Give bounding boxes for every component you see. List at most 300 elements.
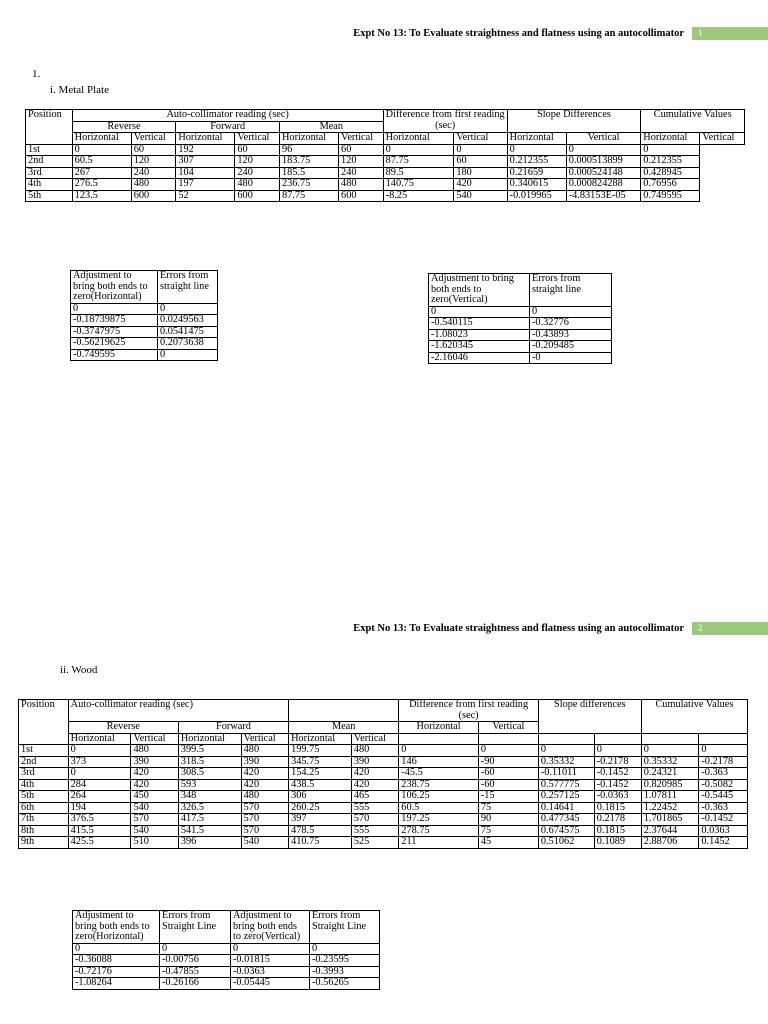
table-row xyxy=(26,190,745,202)
table-cell: 480 xyxy=(339,179,384,191)
blank-cell xyxy=(399,733,479,745)
table-row xyxy=(429,329,612,341)
page-number: 2 xyxy=(692,622,768,635)
table-cell: 0.14641 xyxy=(538,802,594,814)
table-cell: -0.5445 xyxy=(699,791,748,803)
table-cell: 0 xyxy=(72,144,131,156)
table-cell: 0.000524148 xyxy=(566,167,641,179)
table-cell: 0 xyxy=(566,144,641,156)
table-cell: 0.51062 xyxy=(538,837,594,849)
table-row xyxy=(429,352,612,364)
table-cell: 60.5 xyxy=(399,802,479,814)
table-cell: 123.5 xyxy=(72,190,131,202)
table-cell: 0 xyxy=(507,144,566,156)
table-cell: -0.32776 xyxy=(530,318,612,330)
table-cell: 192 xyxy=(176,144,235,156)
table-cell: -0.0363 xyxy=(594,791,641,803)
table-cell: 555 xyxy=(351,825,398,837)
table-cell: 0.749595 xyxy=(641,190,700,202)
table-cell: 264 xyxy=(68,791,131,803)
table-cell: 3rd xyxy=(19,768,69,780)
table-cell: 240 xyxy=(339,167,384,179)
header-position: Position xyxy=(26,110,73,145)
table-cell: -0.36088 xyxy=(73,955,160,967)
header-reverse: Reverse xyxy=(72,121,176,133)
table-cell: -0.72176 xyxy=(73,966,160,978)
adjustment-horizontal-table xyxy=(70,270,218,361)
table-cell: 420 xyxy=(131,779,178,791)
header-vertical: Vertical xyxy=(131,133,176,145)
table-cell: 540 xyxy=(454,190,507,202)
table-cell: 4th xyxy=(26,179,73,191)
table-cell: 0 xyxy=(454,144,507,156)
page-header xyxy=(353,27,768,40)
header-horizontal: Horizontal xyxy=(279,133,338,145)
table-cell: 0 xyxy=(530,306,612,318)
table-cell: 60.5 xyxy=(72,156,131,168)
table-cell: 197 xyxy=(176,179,235,191)
blank-cell xyxy=(699,733,748,745)
header-vertical: Vertical xyxy=(131,733,178,745)
table-cell: 1.07811 xyxy=(641,791,699,803)
header-slope: Slope differences xyxy=(538,700,641,734)
table-cell: -90 xyxy=(478,756,538,768)
table-cell: -0.01815 xyxy=(231,955,310,967)
table-cell: 480 xyxy=(241,791,288,803)
header-cumulative: Cumulative Values xyxy=(641,110,745,133)
table-cell: 540 xyxy=(241,837,288,849)
table-cell: 2nd xyxy=(26,156,73,168)
table-cell: 308.5 xyxy=(178,768,241,780)
table-cell: 541.5 xyxy=(178,825,241,837)
page-number: 1 xyxy=(692,27,768,40)
table-cell: 260.25 xyxy=(289,802,352,814)
header-horizontal: Horizontal xyxy=(178,733,241,745)
table-cell: 0.674575 xyxy=(538,825,594,837)
blank-cell xyxy=(478,733,538,745)
table-cell: 410.75 xyxy=(289,837,352,849)
table-cell: 0.000513899 xyxy=(566,156,641,168)
table-cell: 194 xyxy=(68,802,131,814)
table-cell: 4th xyxy=(19,779,69,791)
readings-table xyxy=(25,109,745,202)
header-position: Position xyxy=(19,700,69,745)
header-errors: Errors from straight line xyxy=(530,274,612,307)
table-cell: -0.540115 xyxy=(429,318,530,330)
header-horizontal: Horizontal xyxy=(72,133,131,145)
adjustment-table xyxy=(72,910,380,990)
table-cell: 2nd xyxy=(19,756,69,768)
table-cell: -60 xyxy=(478,779,538,791)
table-cell: 0 xyxy=(594,745,641,757)
table-row xyxy=(71,349,218,361)
table-cell: 45 xyxy=(478,837,538,849)
table-cell: -0 xyxy=(530,352,612,364)
table-cell: -1.08023 xyxy=(429,329,530,341)
table-cell: 480 xyxy=(351,745,398,757)
table-cell: 420 xyxy=(241,779,288,791)
table-cell: 0.0363 xyxy=(699,825,748,837)
table-cell: -45.5 xyxy=(399,768,479,780)
table-cell: 104 xyxy=(176,167,235,179)
table-cell: 0 xyxy=(429,306,530,318)
table-cell: 0 xyxy=(538,745,594,757)
table-cell: 238.75 xyxy=(399,779,479,791)
adjustment-vertical-table xyxy=(428,273,612,364)
table-cell: 540 xyxy=(131,802,178,814)
table-row xyxy=(26,179,745,191)
table-row xyxy=(26,167,745,179)
table-row xyxy=(429,318,612,330)
table-cell: 373 xyxy=(68,756,131,768)
table-cell: 120 xyxy=(339,156,384,168)
table-cell: 600 xyxy=(235,190,280,202)
table-cell: 96 xyxy=(279,144,338,156)
table-cell: 478.5 xyxy=(289,825,352,837)
header-horizontal: Horizontal xyxy=(399,722,479,734)
table-cell: 276.5 xyxy=(72,179,131,191)
table-cell: 570 xyxy=(131,814,178,826)
table-cell: -0.209485 xyxy=(530,341,612,353)
table-cell: 211 xyxy=(399,837,479,849)
table-cell: -0.019965 xyxy=(507,190,566,202)
blank-cell xyxy=(594,733,641,745)
table-cell: -0.0363 xyxy=(231,966,310,978)
header-title: Expt No 13: To Evaluate straightness and flatness using an autocollimator xyxy=(353,623,684,634)
table-cell: 0 xyxy=(231,943,310,955)
table-cell: 5th xyxy=(26,190,73,202)
table-cell: -0.11011 xyxy=(538,768,594,780)
table-cell: 8th xyxy=(19,825,69,837)
table-cell: 278.75 xyxy=(399,825,479,837)
table-cell: 570 xyxy=(241,814,288,826)
table-cell: 236.75 xyxy=(279,179,338,191)
table-cell: 396 xyxy=(178,837,241,849)
header-difference: Difference from first reading (sec) xyxy=(399,700,539,722)
table-cell: 326.5 xyxy=(178,802,241,814)
header-reverse: Reverse xyxy=(68,722,178,734)
table-cell: 0.21659 xyxy=(507,167,566,179)
table-row xyxy=(26,144,745,156)
header-errors-vertical: Errors from Straight Line xyxy=(310,911,380,944)
table-cell: 415.5 xyxy=(68,825,131,837)
table-row xyxy=(71,338,218,350)
table-cell: -0.2178 xyxy=(594,756,641,768)
header-horizontal: Horizontal xyxy=(176,133,235,145)
table-cell: 120 xyxy=(235,156,280,168)
table-cell: -0.05445 xyxy=(231,978,310,990)
header-vertical: Vertical xyxy=(700,133,745,145)
header-mean: Mean xyxy=(289,722,399,734)
header-vertical: Vertical xyxy=(339,133,384,145)
header-vertical: Vertical xyxy=(241,733,288,745)
header-vertical: Vertical xyxy=(454,133,507,145)
table-cell: 0 xyxy=(71,303,158,315)
table-cell: 0 xyxy=(699,745,748,757)
table-cell: 0 xyxy=(158,303,218,315)
table-cell: 0.340615 xyxy=(507,179,566,191)
table-cell: 1.701865 xyxy=(641,814,699,826)
table-cell: 60 xyxy=(339,144,384,156)
header-reading: Auto-collimator reading (sec) xyxy=(68,700,288,722)
table-cell: 197.25 xyxy=(399,814,479,826)
table-cell: 0.2178 xyxy=(594,814,641,826)
table-cell: 425.5 xyxy=(68,837,131,849)
table-cell: 60 xyxy=(454,156,507,168)
header-cumulative: Cumulative Values xyxy=(641,700,747,734)
table-cell: -0.47855 xyxy=(160,966,231,978)
table-row xyxy=(19,756,748,768)
table-cell: -2.16046 xyxy=(429,352,530,364)
table-row xyxy=(19,791,748,803)
table-cell: -0.1452 xyxy=(699,814,748,826)
header-vertical: Vertical xyxy=(235,133,280,145)
table-cell: 318.5 xyxy=(178,756,241,768)
table-cell: -8.25 xyxy=(383,190,454,202)
table-row xyxy=(19,745,748,757)
table-cell: 9th xyxy=(19,837,69,849)
table-row xyxy=(429,341,612,353)
page-2 xyxy=(0,512,768,1024)
table-cell: -0.23595 xyxy=(310,955,380,967)
table-cell: 75 xyxy=(478,825,538,837)
table-row xyxy=(73,978,380,990)
table-cell: 5th xyxy=(19,791,69,803)
header-adjustment-horizontal: Adjustment to bring both ends to zero(Horizontal) xyxy=(71,271,158,304)
table-cell: 397 xyxy=(289,814,352,826)
header-title: Expt No 13: To Evaluate straightness and flatness using an autocollimator xyxy=(353,28,684,39)
header-blank xyxy=(289,700,399,722)
table-cell: 0.1452 xyxy=(699,837,748,849)
blank-cell xyxy=(538,733,594,745)
table-cell: 0.35332 xyxy=(641,756,699,768)
table-cell: 0 xyxy=(158,349,218,361)
table-cell: 540 xyxy=(131,825,178,837)
table-cell: 2.88706 xyxy=(641,837,699,849)
header-forward: Forward xyxy=(176,121,280,133)
table-cell: 180 xyxy=(454,167,507,179)
table-cell: 1st xyxy=(26,144,73,156)
table-cell: 60 xyxy=(131,144,176,156)
header-mean: Mean xyxy=(279,121,383,133)
table-cell: 0.24321 xyxy=(641,768,699,780)
table-cell: 0.0249563 xyxy=(158,315,218,327)
table-cell: 0 xyxy=(383,144,454,156)
table-cell: 0.257125 xyxy=(538,791,594,803)
table-cell: 0 xyxy=(310,943,380,955)
header-errors-horizontal: Errors from Straight Line xyxy=(160,911,231,944)
table-cell: 0.35332 xyxy=(538,756,594,768)
table-cell: 3rd xyxy=(26,167,73,179)
header-slope: Slope Differences xyxy=(507,110,641,133)
table-cell: 0.212355 xyxy=(507,156,566,168)
header-horizontal: Horizontal xyxy=(68,733,131,745)
table-cell: 0.212355 xyxy=(641,156,700,168)
table-cell: 420 xyxy=(351,768,398,780)
table-cell: 480 xyxy=(131,179,176,191)
table-cell: 140.75 xyxy=(383,179,454,191)
table-cell: 1st xyxy=(19,745,69,757)
table-cell: 0 xyxy=(68,768,131,780)
table-cell: 307 xyxy=(176,156,235,168)
table-row xyxy=(73,966,380,978)
table-cell: -60 xyxy=(478,768,538,780)
table-cell: 306 xyxy=(289,791,352,803)
table-cell: 420 xyxy=(351,779,398,791)
table-cell: 0 xyxy=(160,943,231,955)
table-cell: -15 xyxy=(478,791,538,803)
table-cell: 555 xyxy=(351,802,398,814)
header-difference: Difference from first reading (sec) xyxy=(383,110,507,133)
table-cell: 438.5 xyxy=(289,779,352,791)
table-cell: 348 xyxy=(178,791,241,803)
table-row xyxy=(73,955,380,967)
table-cell: 420 xyxy=(241,768,288,780)
table-cell: 600 xyxy=(131,190,176,202)
list-number: 1. xyxy=(32,68,41,80)
header-errors: Errors from straight line xyxy=(158,271,218,304)
table-cell: 0.428945 xyxy=(641,167,700,179)
table-cell: -1.08264 xyxy=(73,978,160,990)
table-cell: 87.75 xyxy=(279,190,338,202)
table-cell: 0.820985 xyxy=(641,779,699,791)
table-cell: -0.749595 xyxy=(71,349,158,361)
table-cell: 480 xyxy=(235,179,280,191)
header-vertical: Vertical xyxy=(566,133,641,145)
table-cell: 0.1815 xyxy=(594,802,641,814)
table-cell: 0 xyxy=(641,144,700,156)
table-cell: 0.2073638 xyxy=(158,338,218,350)
table-cell: 87.75 xyxy=(383,156,454,168)
header-horizontal: Horizontal xyxy=(507,133,566,145)
table-cell: 417.5 xyxy=(178,814,241,826)
header-adjustment-vertical: Adjustment to bring both ends to zero(Vertical) xyxy=(231,911,310,944)
table-cell: 0 xyxy=(478,745,538,757)
header-vertical: Vertical xyxy=(478,722,538,734)
table-cell: 390 xyxy=(241,756,288,768)
table-cell: 0.1815 xyxy=(594,825,641,837)
table-cell: 2.37644 xyxy=(641,825,699,837)
table-cell: 593 xyxy=(178,779,241,791)
table-cell: 570 xyxy=(351,814,398,826)
table-cell: -0.18739875 xyxy=(71,315,158,327)
section-label: i. Metal Plate xyxy=(50,84,109,96)
header-reading: Auto-collimator reading (sec) xyxy=(72,110,383,122)
table-cell: 199.75 xyxy=(289,745,352,757)
table-cell: 0 xyxy=(68,745,131,757)
table-row xyxy=(71,315,218,327)
table-cell: -0.3993 xyxy=(310,966,380,978)
table-cell: 399.5 xyxy=(178,745,241,757)
table-cell: 60 xyxy=(235,144,280,156)
table-cell: 0.0541475 xyxy=(158,326,218,338)
table-cell: 1.22452 xyxy=(641,802,699,814)
table-cell: -0.56265 xyxy=(310,978,380,990)
table-cell: 570 xyxy=(241,802,288,814)
table-cell: 525 xyxy=(351,837,398,849)
table-cell: 0 xyxy=(73,943,160,955)
table-cell: -0.1452 xyxy=(594,779,641,791)
table-cell: -0.26166 xyxy=(160,978,231,990)
table-cell: 89.5 xyxy=(383,167,454,179)
table-row xyxy=(19,779,748,791)
table-cell: 6th xyxy=(19,802,69,814)
table-row xyxy=(19,768,748,780)
table-row xyxy=(71,303,218,315)
table-cell: 154.25 xyxy=(289,768,352,780)
table-cell: 390 xyxy=(131,756,178,768)
header-horizontal: Horizontal xyxy=(289,733,352,745)
table-cell: -0.5082 xyxy=(699,779,748,791)
header-horizontal: Horizontal xyxy=(383,133,454,145)
table-cell: -0.3747975 xyxy=(71,326,158,338)
table-row xyxy=(19,802,748,814)
table-row xyxy=(19,825,748,837)
table-cell: 146 xyxy=(399,756,479,768)
table-row xyxy=(19,814,748,826)
table-cell: 345.75 xyxy=(289,756,352,768)
blank-cell xyxy=(641,733,699,745)
table-cell: -0.363 xyxy=(699,802,748,814)
table-cell: -0.2178 xyxy=(699,756,748,768)
table-cell: 90 xyxy=(478,814,538,826)
table-cell: 0.76956 xyxy=(641,179,700,191)
header-horizontal: Horizontal xyxy=(641,133,700,145)
header-adjustment-horizontal: Adjustment to bring both ends to zero(Horizontal) xyxy=(73,911,160,944)
table-row xyxy=(19,837,748,849)
table-cell: -4.83153E-05 xyxy=(566,190,641,202)
table-cell: 390 xyxy=(351,756,398,768)
table-cell: 267 xyxy=(72,167,131,179)
header-vertical: Vertical xyxy=(351,733,398,745)
table-cell: -1.620345 xyxy=(429,341,530,353)
table-cell: -0.1452 xyxy=(594,768,641,780)
table-cell: 420 xyxy=(131,768,178,780)
table-cell: 240 xyxy=(235,167,280,179)
section-label: ii. Wood xyxy=(60,664,98,676)
table-cell: 7th xyxy=(19,814,69,826)
page-header xyxy=(353,622,768,635)
table-cell: 0.577775 xyxy=(538,779,594,791)
table-cell: 0.000824288 xyxy=(566,179,641,191)
table-cell: 106.25 xyxy=(399,791,479,803)
table-row xyxy=(26,156,745,168)
table-cell: 0.477345 xyxy=(538,814,594,826)
table-cell: 75 xyxy=(478,802,538,814)
header-adjustment-vertical: Adjustment to bring both ends to zero(Vertical) xyxy=(429,274,530,307)
table-cell: 120 xyxy=(131,156,176,168)
table-cell: 480 xyxy=(241,745,288,757)
table-cell: -0.363 xyxy=(699,768,748,780)
table-cell: 240 xyxy=(131,167,176,179)
table-cell: 183.75 xyxy=(279,156,338,168)
table-cell: 52 xyxy=(176,190,235,202)
table-cell: 600 xyxy=(339,190,384,202)
table-cell: 0 xyxy=(641,745,699,757)
table-cell: 480 xyxy=(131,745,178,757)
table-cell: 420 xyxy=(454,179,507,191)
table-cell: 510 xyxy=(131,837,178,849)
table-cell: 0 xyxy=(399,745,479,757)
table-cell: -0.43893 xyxy=(530,329,612,341)
table-cell: 465 xyxy=(351,791,398,803)
table-cell: 284 xyxy=(68,779,131,791)
table-row xyxy=(429,306,612,318)
table-cell: 450 xyxy=(131,791,178,803)
table-cell: 185.5 xyxy=(279,167,338,179)
readings-table xyxy=(18,699,748,849)
header-forward: Forward xyxy=(178,722,288,734)
